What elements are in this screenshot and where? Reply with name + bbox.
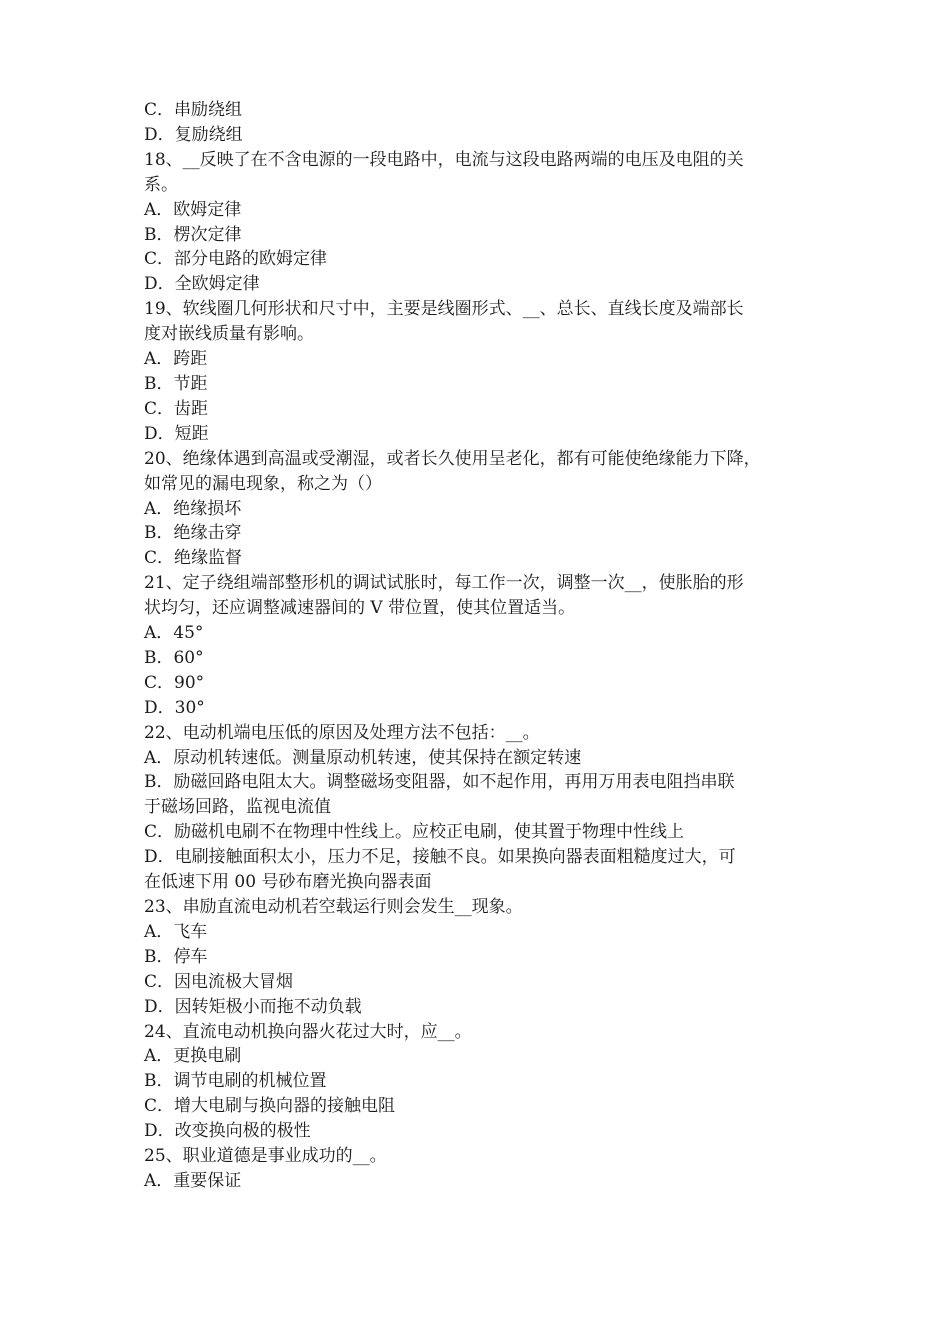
- question-line: 如常见的漏电现象，称之为（）: [144, 473, 382, 494]
- option-line: D．30°: [144, 697, 205, 718]
- option-line: 于磁场回路，监视电流值: [144, 797, 331, 818]
- option-line: C．绝缘监督: [144, 548, 243, 569]
- option-line: D．因转矩极小而拖不动负载: [144, 996, 362, 1017]
- question-line: 状均匀，还应调整减速器间的 V 带位置，使其位置适当。: [144, 598, 576, 619]
- question-line: 23、串励直流电动机若空载运行则会发生__现象。: [144, 897, 523, 917]
- option-line: B．励磁回路电阻太大。调整磁场变阻器，如不起作用，再用万用表电阻挡串联: [144, 772, 735, 793]
- option-line: A．欧姆定律: [144, 199, 242, 220]
- question-line: 25、职业道德是事业成功的__。: [144, 1146, 387, 1167]
- option-line: B．节距: [144, 373, 208, 394]
- option-line: D．电刷接触面积太小，压力不足，接触不良。如果换向器表面粗糙度过大，可: [144, 847, 736, 868]
- question-line: 系。: [144, 174, 178, 195]
- option-line: A．更换电刷: [144, 1046, 242, 1067]
- question-line: 21、定子绕组端部整形机的调试试胀时，每工作一次，调整一次__，使胀胎的形: [144, 573, 744, 594]
- option-line: C．部分电路的欧姆定律: [144, 249, 328, 270]
- option-line: 在低速下用 00 号砂布磨光换向器表面: [144, 872, 432, 893]
- option-line: B．停车: [144, 946, 208, 967]
- option-line: C．增大电刷与换向器的接触电阻: [144, 1096, 396, 1117]
- question-line: 22、电动机端电压低的原因及处理方法不包括：__。: [144, 722, 540, 743]
- question-line: 20、绝缘体遇到高温或受潮湿，或者长久使用呈老化，都有可能使绝缘能力下降，: [144, 448, 761, 469]
- option-line: D．短距: [144, 423, 209, 444]
- option-line: A．飞车: [144, 921, 208, 942]
- option-line: C．90°: [144, 672, 205, 693]
- option-line: A．跨距: [144, 349, 208, 370]
- option-line: A．原动机转速低。测量原动机转速，使其保持在额定转速: [144, 747, 582, 768]
- question-line: 24、直流电动机换向器火花过大时，应__。: [144, 1021, 472, 1042]
- option-line: C．串励绕组: [144, 100, 243, 120]
- option-line: B．调节电刷的机械位置: [144, 1071, 327, 1092]
- option-line: B．绝缘击穿: [144, 523, 242, 544]
- option-line: D．全欧姆定律: [144, 274, 260, 295]
- option-line: C．因电流极大冒烟: [144, 971, 294, 992]
- option-line: D．改变换向极的极性: [144, 1121, 311, 1142]
- option-line: B．楞次定律: [144, 224, 242, 245]
- option-line: D．复励绕组: [144, 124, 243, 145]
- document-body: [144, 98, 814, 1194]
- question-line: 18、__反映了在不含电源的一段电路中，电流与这段电路两端的电压及电阻的关: [144, 149, 744, 170]
- option-line: A．重要保证: [144, 1170, 242, 1191]
- question-line: 度对嵌线质量有影响。: [144, 324, 314, 345]
- option-line: C．励磁机电刷不在物理中性线上。应校正电刷，使其置于物理中性线上: [144, 822, 685, 843]
- option-line: A．绝缘损坏: [144, 498, 242, 519]
- option-line: C．齿距: [144, 398, 209, 419]
- option-line: B．60°: [144, 647, 204, 668]
- question-line: 19、软线圈几何形状和尺寸中，主要是线圈形式、__、总长、直线长度及端部长: [144, 299, 744, 320]
- option-line: A．45°: [144, 623, 204, 644]
